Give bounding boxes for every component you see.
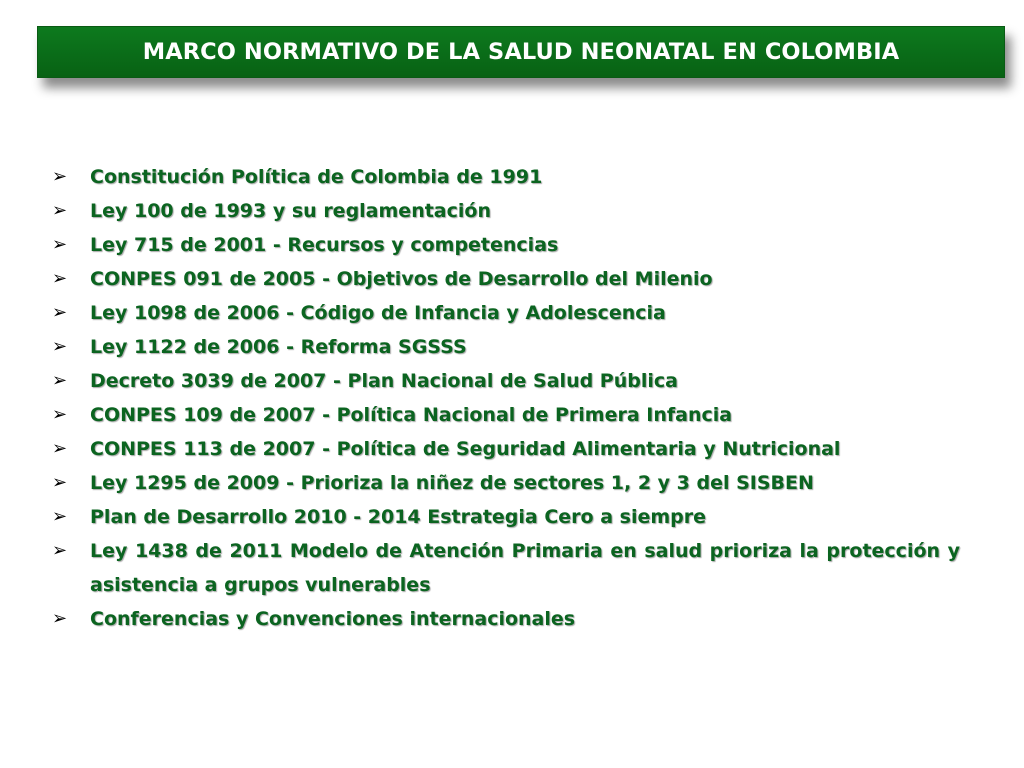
arrow-bullet-icon: ➢ bbox=[52, 336, 68, 357]
list-item-text: Ley 1098 de 2006 - Código de Infancia y Adolescencia bbox=[90, 302, 666, 324]
list-item bbox=[52, 534, 960, 602]
list-item-text: CONPES 113 de 2007 - Política de Seguridad Alimentaria y Nutricional bbox=[90, 438, 841, 460]
arrow-bullet-icon: ➢ bbox=[52, 608, 68, 629]
arrow-bullet-icon: ➢ bbox=[52, 404, 68, 425]
list-item bbox=[52, 228, 960, 262]
list-item-text: Ley 100 de 1993 y su reglamentación bbox=[90, 200, 491, 222]
list-item-text: Conferencias y Convenciones internacionales bbox=[90, 608, 576, 630]
list-item-text: Ley 1438 de 2011 Modelo de Atención Primaria en salud prioriza la protección y asistencia a grupos vulnerables bbox=[90, 540, 960, 596]
list-item bbox=[52, 432, 960, 466]
list-item bbox=[52, 602, 960, 636]
list-item bbox=[52, 262, 960, 296]
list-item-text: CONPES 109 de 2007 - Política Nacional de Primera Infancia bbox=[90, 404, 733, 426]
list-item-text: CONPES 091 de 2005 - Objetivos de Desarrollo del Milenio bbox=[90, 268, 713, 290]
list-item bbox=[52, 364, 960, 398]
list-item bbox=[52, 296, 960, 330]
arrow-bullet-icon: ➢ bbox=[52, 438, 68, 459]
arrow-bullet-icon: ➢ bbox=[52, 268, 68, 289]
list-item bbox=[52, 500, 960, 534]
arrow-bullet-icon: ➢ bbox=[52, 302, 68, 323]
list-item bbox=[52, 466, 960, 500]
list-item-text: Ley 1295 de 2009 - Prioriza la niñez de sectores 1, 2 y 3 del SISBEN bbox=[90, 472, 814, 494]
list-item-text: Ley 1122 de 2006 - Reforma SGSSS bbox=[90, 336, 467, 358]
arrow-bullet-icon: ➢ bbox=[52, 166, 68, 187]
arrow-bullet-icon: ➢ bbox=[52, 506, 68, 527]
list-item-text: Decreto 3039 de 2007 - Plan Nacional de Salud Pública bbox=[90, 370, 678, 392]
title-banner bbox=[37, 26, 1005, 78]
list-item-text: Plan de Desarrollo 2010 - 2014 Estrategia Cero a siempre bbox=[90, 506, 707, 528]
page-title: MARCO NORMATIVO DE LA SALUD NEONATAL EN COLOMBIA bbox=[142, 39, 900, 65]
list-item bbox=[52, 330, 960, 364]
arrow-bullet-icon: ➢ bbox=[52, 370, 68, 391]
arrow-bullet-icon: ➢ bbox=[52, 540, 68, 561]
arrow-bullet-icon: ➢ bbox=[52, 234, 68, 255]
list-item bbox=[52, 194, 960, 228]
list-item bbox=[52, 160, 960, 194]
normative-list bbox=[52, 160, 960, 636]
arrow-bullet-icon: ➢ bbox=[52, 472, 68, 493]
arrow-bullet-icon: ➢ bbox=[52, 200, 68, 221]
list-item-text: Ley 715 de 2001 - Recursos y competencias bbox=[90, 234, 559, 256]
list-item-text: Constitución Política de Colombia de 1991 bbox=[90, 166, 543, 188]
list-item bbox=[52, 398, 960, 432]
